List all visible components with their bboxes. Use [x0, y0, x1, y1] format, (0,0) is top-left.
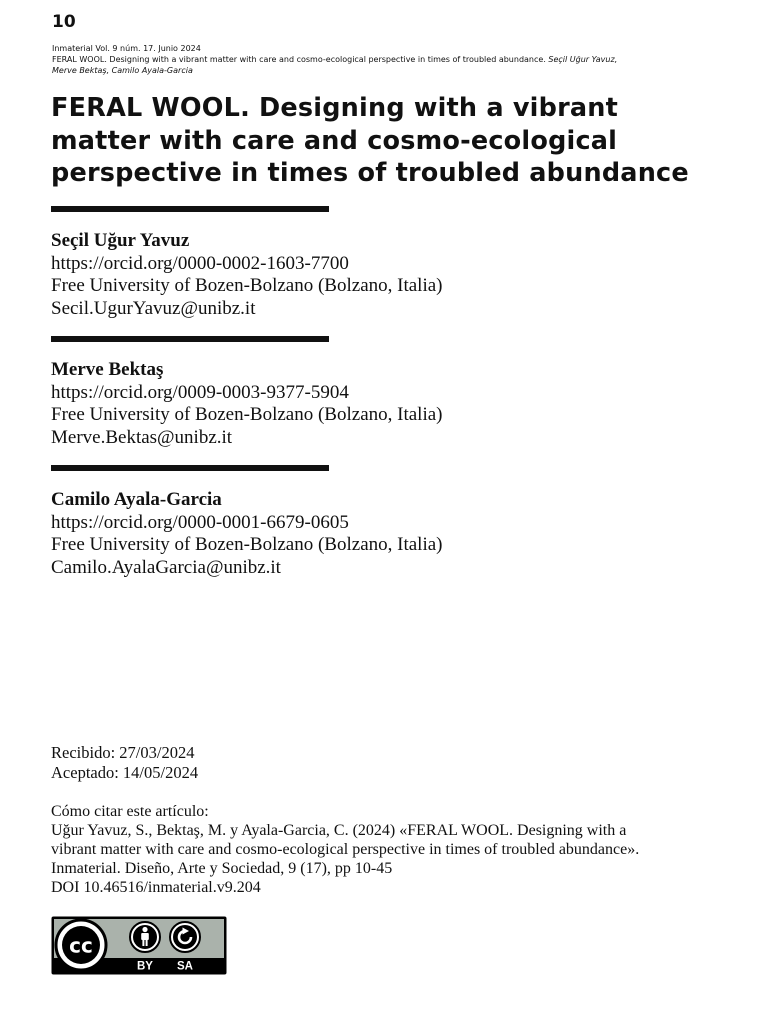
- author-block-3: [51, 489, 443, 579]
- author-orcid: https://orcid.org/0000-0001-6679-0605: [51, 511, 349, 533]
- page-number: 10: [52, 12, 76, 32]
- sa-label: SA: [177, 960, 193, 973]
- running-head-journal: Inmaterial Vol. 9 núm. 17. Junio 2024: [52, 44, 201, 53]
- author-orcid: https://orcid.org/0000-0002-1603-7700: [51, 252, 349, 274]
- citation-line: Uğur Yavuz, S., Bektaş, M. y Ayala-Garcia, C. (2024) «FERAL WOOL. Designing with a: [51, 822, 627, 839]
- cc-icon: [56, 920, 106, 970]
- running-head-authors-2: Merve Bektaş, Camilo Ayala-Garcia: [52, 66, 193, 75]
- citation-line: Inmaterial. Diseño, Arte y Sociedad, 9 (17), pp 10-45: [51, 860, 393, 877]
- sa-icon: [170, 922, 200, 952]
- author-block-1: [51, 230, 443, 320]
- running-head-article-title: FERAL WOOL. Designing with a vibrant matter with care and cosmo-ecological perspective in times of troubled abundance.: [52, 55, 549, 64]
- citation-heading: Cómo citar este artículo:: [51, 803, 209, 820]
- citation-block: [51, 802, 741, 897]
- section-divider: [51, 465, 329, 471]
- author-affiliation: Free University of Bozen-Bolzano (Bolzano, Italia): [51, 275, 443, 296]
- accepted-date: Aceptado: 14/05/2024: [51, 762, 199, 782]
- by-icon: [130, 922, 160, 952]
- running-head-authors-1: Seçil Uğur Yavuz,: [548, 55, 618, 64]
- section-divider: [51, 206, 329, 212]
- author-affiliation: Free University of Bozen-Bolzano (Bolzano, Italia): [51, 534, 443, 555]
- running-head-article: [52, 54, 692, 65]
- author-email: Secil.UgurYavuz@unibz.it: [51, 297, 256, 319]
- cc-license-badge[interactable]: [51, 916, 227, 975]
- cc-icon-label: cc: [69, 933, 93, 958]
- author-email: Merve.Bektas@unibz.it: [51, 426, 233, 448]
- author-orcid: https://orcid.org/0009-0003-9377-5904: [51, 381, 349, 403]
- article-title: FERAL WOOL. Designing with a vibrant matter with care and cosmo-ecological perspective in times of troubled abundance: [51, 93, 689, 188]
- section-divider: [51, 336, 329, 342]
- author-name: Camilo Ayala-Garcia: [51, 489, 222, 510]
- running-head: [52, 43, 692, 76]
- submission-dates: [51, 743, 198, 782]
- citation-doi: DOI 10.46516/inmaterial.v9.204: [51, 879, 261, 896]
- author-email: Camilo.AyalaGarcia@unibz.it: [51, 556, 281, 578]
- received-date: Recibido: 27/03/2024: [51, 743, 195, 762]
- author-block-2: [51, 359, 443, 449]
- author-name: Seçil Uğur Yavuz: [51, 230, 190, 251]
- author-name: Merve Bektaş: [51, 359, 164, 380]
- citation-line: vibrant matter with care and cosmo-ecological perspective in times of troubled abundance».: [51, 841, 640, 858]
- by-label: BY: [137, 960, 153, 973]
- author-affiliation: Free University of Bozen-Bolzano (Bolzano, Italia): [51, 404, 443, 425]
